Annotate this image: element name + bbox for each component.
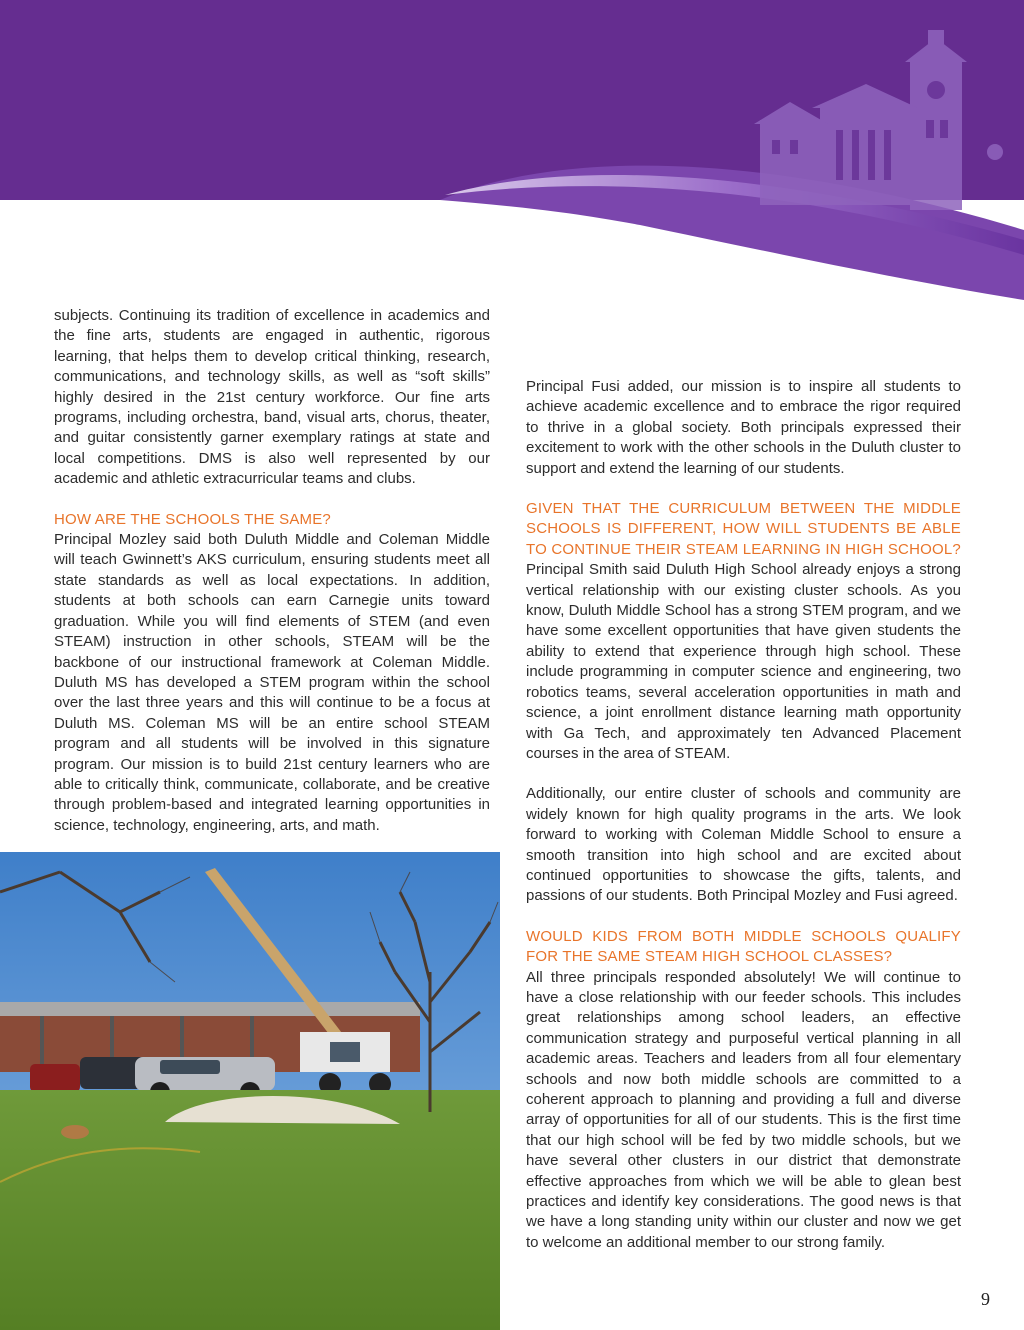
header-banner bbox=[0, 0, 1024, 300]
qualify-paragraph: All three principals responded absolutely! We will continue to have a close relationship with our feeder schools. This includes great relationships among school leaders, an effective communication strategy and purposeful vertical planning in all academic areas. Teachers and leaders from all four elementary schools and now both middle schools are committed to a coherent approach to planning and providing a full and diverse array of opportunities for all of our students. This is the first time that our high school will be fed by two middle schools, but we have several other clusters in our district that demonstrate effective approaches from which we will be able to glean best practices and identify key considerations. The good news is that we have a long standing unity within our cluster and now we get to welcome an additional member to our strong family. bbox=[526, 968, 961, 1251]
left-column bbox=[54, 306, 490, 836]
construction-site-photo bbox=[0, 852, 500, 1330]
heading-qualify: WOULD KIDS FROM BOTH MIDDLE SCHOOLS QUALIFY FOR THE SAME STEAM HIGH SCHOOL CLASSES? bbox=[526, 927, 961, 966]
photo-illustration bbox=[0, 852, 500, 1330]
curriculum-paragraph: Principal Smith said Duluth High School already enjoys a strong vertical relationship with our existing cluster schools. As you know, Duluth Middle School has a strong STEM program, and we have some excellent opportunities that have given students the ability to extend that experience through high school. These include programming in computer science and engineering, two robotics teams, several acceleration opportunities in math and science, a joint enrollment distance learning math opportunity with Ga Tech, and approximately ten Advanced Placement courses in the area of STEAM. bbox=[526, 561, 961, 762]
additionally-paragraph: Additionally, our entire cluster of schools and community are widely known for high quality programs in the arts. We look forward to working with Coleman Middle School to ensure a smooth transition into high school and are excited about continued opportunities to showcase the gifts, talents, and passions of our students. Both Principal Mozley and Fusi agreed. bbox=[526, 785, 961, 905]
heading-schools-same: HOW ARE THE SCHOOLS THE SAME? bbox=[54, 510, 331, 528]
fusi-paragraph: Principal Fusi added, our mission is to inspire all students to achieve academic excellence and to embrace the rigor required to thrive in a global society. Both principals expressed their excitement to work with the other schools in the Duluth cluster to support and extend the learning of our students. bbox=[526, 378, 961, 477]
heading-curriculum-different: GIVEN THAT THE CURRICULUM BETWEEN THE MIDDLE SCHOOLS IS DIFFERENT, HOW WILL STUDENTS BE ABLE TO CONTINUE THEIR STEAM LEARNING IN HIGH SCHOOL? bbox=[526, 500, 961, 558]
intro-paragraph: subjects. Continuing its tradition of excellence in academics and the fine arts, students are engaged in authentic, rigorous learning, that helps them to develop critical thinking, research, communications, and technology skills, as well as “soft skills” highly desired in the 21st century workforce. Our fine arts programs, including orchestra, band, visual arts, chorus, theater, and guitar consistently garner exemplary ratings at state and local competitions. DMS is also well represented by our academic and athletic extracurricular teams and clubs. bbox=[54, 307, 490, 488]
right-column bbox=[526, 377, 961, 1253]
page-number: 9 bbox=[981, 1289, 990, 1309]
schools-same-paragraph: Principal Mozley said both Duluth Middle and Coleman Middle will teach Gwinnett’s AKS curriculum, ensuring students meet all state standards as well as local expectations. In addition, students at both schools can earn Carnegie units toward graduation. While you will find elements of STEM (and even STEAM) instruction in other schools, STEAM will be the backbone of our instructional framework at Coleman Middle. Duluth MS has developed a STEM program within the school over the last three years and this will continue to be a focus at Duluth MS. Coleman MS will be an entire school STEAM program and all students will be involved in this signature program. Our mission is to build 21st century learners who are able to critically think, communicate, collaborate, and be creative through problem-based and integrated learning opportunities in science, technology, engineering, arts, and math. bbox=[54, 531, 490, 834]
